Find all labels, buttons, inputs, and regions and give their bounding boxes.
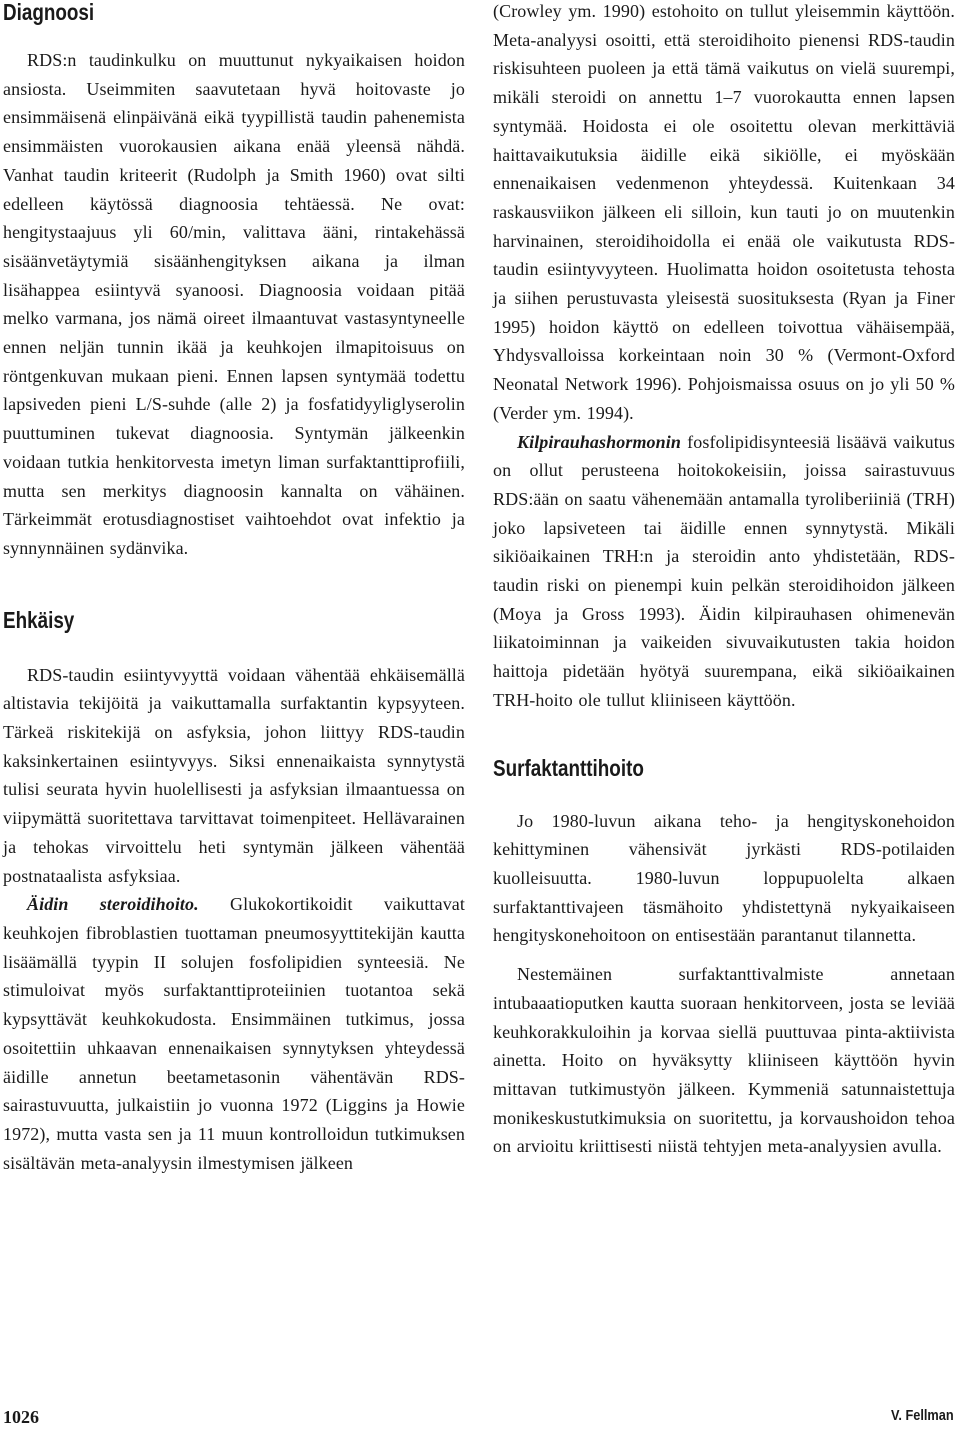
runin-kilpirauhashormoni: Kilpirauhashormonin	[517, 431, 681, 452]
paragraph-steroidihoito	[3, 890, 465, 1177]
paragraph-surfaktanttihoito-1: Jo 1980-luvun aikana teho- ja hengityskonehoidon kehittyminen vähensivät jyrkästi RDS-potilaiden kuolleisuutta. 1980-luvun loppupuolelta alkaen surfaktanttivajeen täsmähoito yhdistettynä nykyaikaiseen hengityskonehoitoon on entisestään parantanut tilannetta.	[493, 810, 955, 946]
left-column	[3, 0, 465, 1177]
paragraph-kilpirauhashormoni	[493, 428, 955, 715]
running-author: V. Fellman	[891, 1407, 954, 1424]
page-number: 1026	[3, 1407, 39, 1427]
runin-steroidihoito: Äidin steroidihoito.	[27, 894, 199, 915]
heading-ehkaisy: Ehkäisy	[3, 606, 75, 633]
paragraph-surfaktanttihoito-2: Nestemäinen surfaktanttivalmiste annetaan intubaaatioputken kautta suoraan henkitorveen, josta se leviää keuhkorakkuloihin ja korvaa siellä puuttuvaa pinta-aktiivista ainetta. Hoito on hyväksytty kliiniseen käyttöön hyvin mittavan tutkimustyön jälkeen. Kymmeniä satunnaistettuja monikeskustutkimuksia on suoritettu, ja korvaushoidon tehoa on arvioitu kriittisesti niistä tehtyjen meta-analyysien avulla.	[493, 964, 955, 1157]
paragraph-steroidihoito-continued: (Crowley ym. 1990) estohoito on tullut yleisemmin käyttöön. Meta-analyysi osoitti, että steroidihoito pienensi RDS-taudin riskisuhteen puoleen ja että tämä vaikutus on vielä suurempi, mikäli steroidi on annettu 1–7 vuorokautta ennen lapsen syntymää. Hoidosta ei ole osoitettu olevan merkittäviä haittavaikutuksia äidille eikä sikiölle, ei myöskään ennenaikaisen vedenmenon yhteydessä. Kuitenkaan 34 raskausviikon jälkeen eli silloin, kun tauti jo on muutenkin harvinainen, steroidihoidolla ei enää ole vaikutusta RDS-taudin esiintyvyyteen. Huolimatta hoidon osoitetusta tehosta ja siihen perustuvasta yleisestä suosituksesta (Ryan ja Finer 1995) hoidon käyttö on edelleen toivottua vähäisempää, Yhdysvalloissa korkeintaan noin 30 % (Vermont-Oxford Neonatal Network 1996). Pohjoismaissa osuus on jo yli 50 % (Verder ym. 1994).	[493, 1, 955, 423]
paragraph-ehkaisy: RDS-taudin esiintyvyyttä voidaan vähentää ehkäisemällä altistavia tekijöitä ja vaikuttamalla surfaktantin kypsyyteen. Tärkeä riskitekijä on asfyksia, johon liittyy RDS-taudin kaksinkertainen esiintyvyys. Siksi ennenaikaista synnytystä tulisi seurata hyvin huolellisesti ja asfyksian ilmaantuessa on viipymättä suoritettava tarvittavat toimenpiteet. Hellävarainen ja tehokas virvoittelu heti syntymän jälkeen vähentää postnataalista asfyksiaa.	[3, 664, 465, 886]
paragraph-kilpirauhashormoni-text: fosfolipidisynteesiä lisäävä vaikutus on ollut perusteena hoitokokeisiin, joissa sairastuvuus RDS:ään on saatu vähenemään antamalla tyroliberiiniä (TRH) joko lapsiveteen tai äidille ennen synnytystä. Mikäli sikiöaikainen TRH:n ja steroidin anto yhdistetään, RDS-taudin riski on pienempi kuin pelkän steroidihoidon jälkeen (Moya ja Gross 1993). Äidin kilpirauhasen ohimenevän liikatoiminnan ja vaikeiden sivuvaikutusten takia hoidon haittoja pidetään hyötyä suurempana, eikä sikiöaikainen TRH-hoito ole tullut kliiniseen käyttöön.	[493, 431, 955, 710]
paragraph-steroidihoito-text: Glukokortikoidit vaikuttavat keuhkojen fibroblastien tuottaman pneumosyyttitekijän kautta lisäämällä tyypin II solujen fosfolipidien synteesiä. Ne stimuloivat myös surfaktanttiproteiinien tuotantoa sekä kypsyttävät keuhkokudosta. Ensimmäinen tutkimus, jossa osoitettiin uhkaavan ennenaikaisen synnytyksen yhteydessä äidille annetun beetametasonin vähentävän RDS-sairastuvuutta, julkaistiin jo vuonna 1972 (Liggins ja Howie 1972), mutta vasta sen ja 11 muun kontrolloidun tutkimuksen sisältävän meta-analyysin ilmestymisen jälkeen	[3, 894, 465, 1173]
paragraph-diagnoosi: RDS:n taudinkulku on muuttunut nykyaikaisen hoidon ansiosta. Useimmiten saavutetaan hyvä hoitovaste jo ensimmäisenä elinpäivänä eikä tyypillistä taudin pahenemista ensimmäisten vuorokausien aikana enää yleensä nähdä. Vanhat taudin kriteerit (Rudolph ja Smith 1960) ovat silti edelleen käytössä diagnoosia tehtäessä. Ne ovat: hengitystaajuus yli 60/min, valittava ääni, rintakehässä sisäänvetäytymiä sisäänhengityksen aikana ja ilman lisähappea esiintyvä syanoosi. Diagnoosia voidaan pitää melko varmana, jos nämä oireet ilmaantuvat vastasyntyneelle ennen neljän tunnin ikää ja keuhkojen ilmapitoisuus on röntgenkuvan mukaan pieni. Ennen lapsen syntymää todettu lapsiveden pieni L/S-suhde (alle 2) ja fosfatidyyliglyserolin puuttuminen tukevat diagnoosia. Syntymän jälkeenkin voidaan tutkia henkitorvesta imetyn liman surfaktanttiprofiili, mutta sen merkitys diagnoosin kannalta on vähäinen. Tärkeimmät erotusdiagnostiset vaihtoehdot ovat infektio ja synnynnäinen sydänvika.	[3, 50, 465, 558]
heading-surfaktanttihoito: Surfaktanttihoito	[493, 754, 644, 781]
right-column	[493, 0, 955, 1161]
heading-diagnoosi: Diagnoosi	[3, 0, 95, 25]
